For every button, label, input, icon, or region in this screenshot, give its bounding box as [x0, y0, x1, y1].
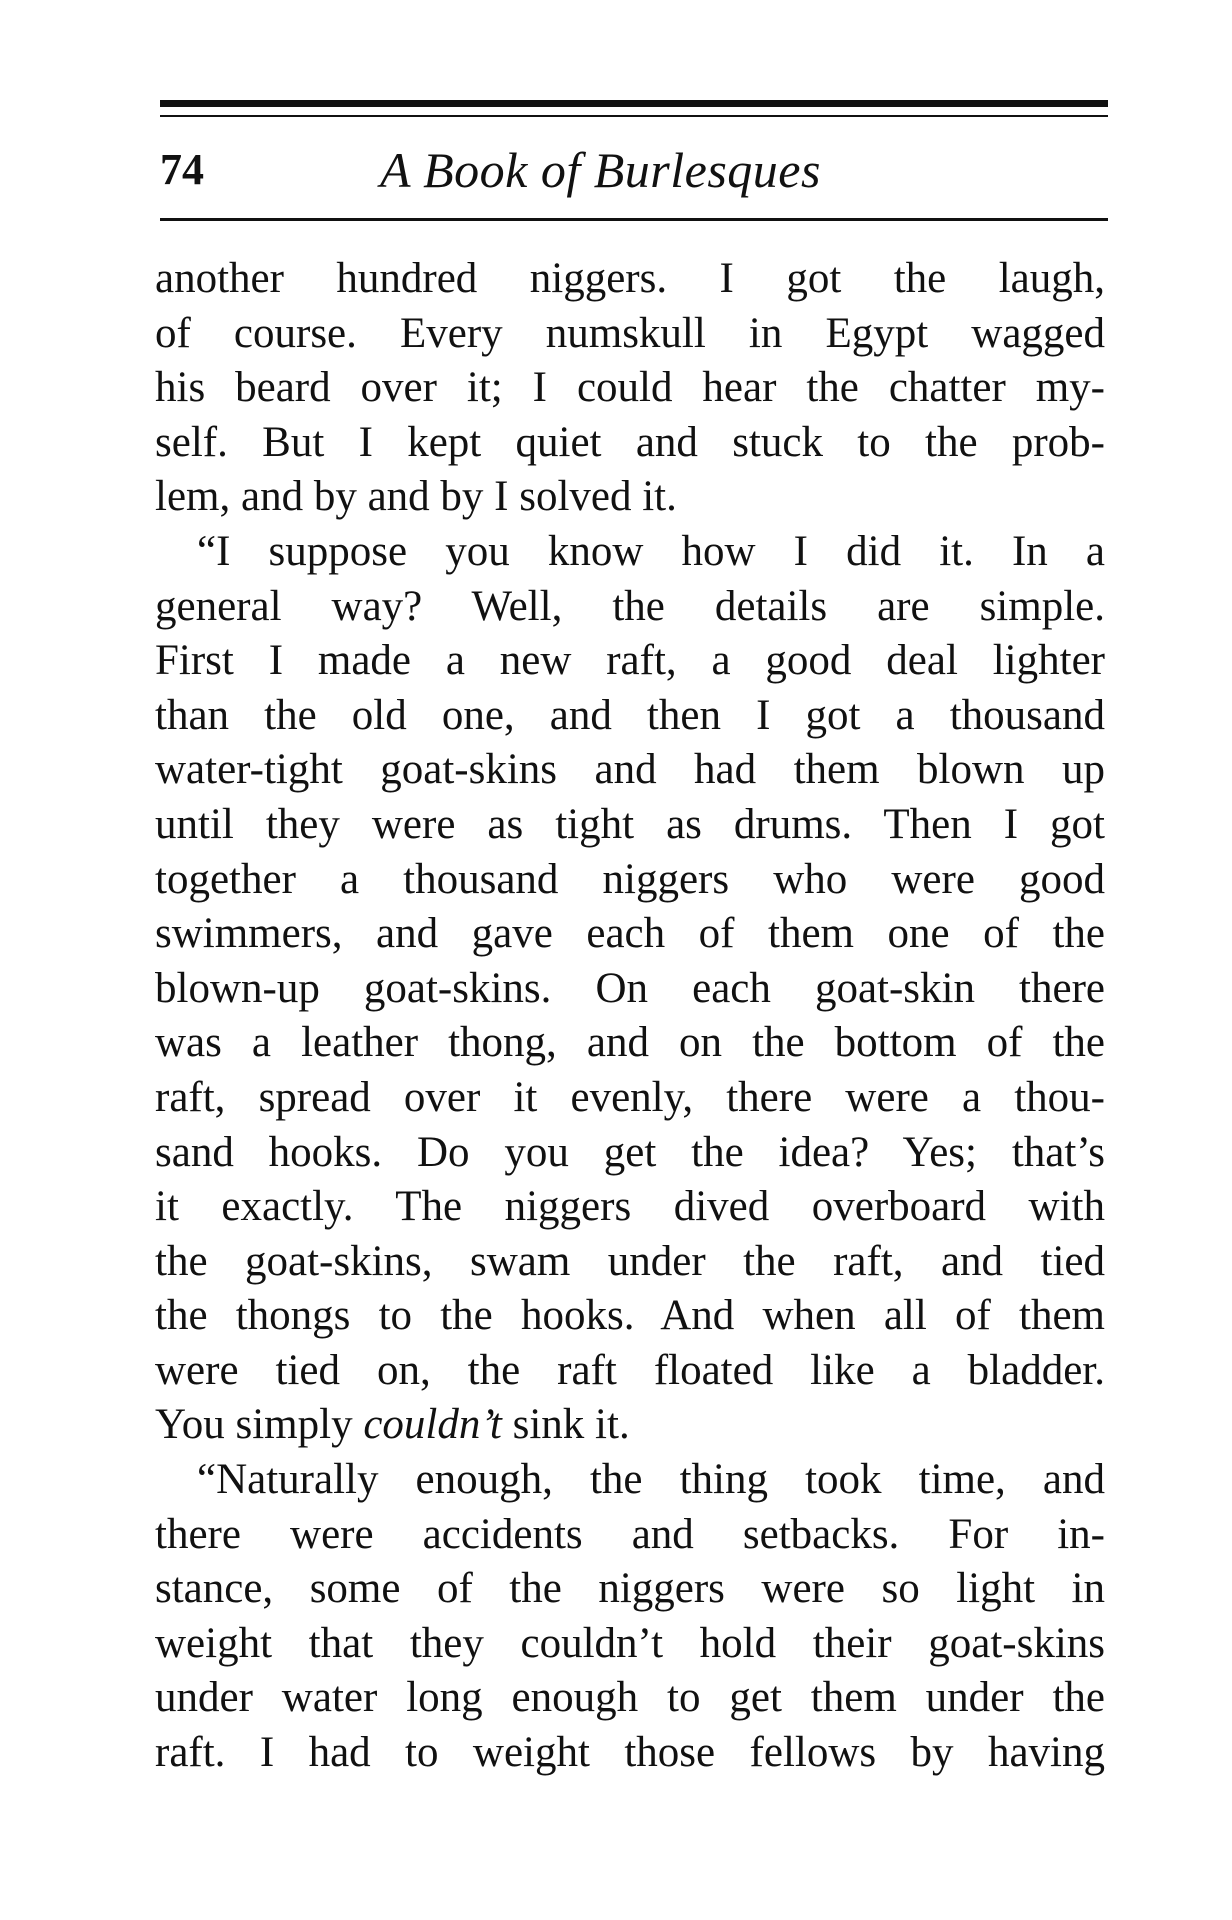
- text-line: there were accidents and setbacks. For in-: [155, 1510, 1105, 1558]
- text-line: First I made a new raft, a good deal lighter: [155, 637, 1105, 685]
- text-segment: sink it.: [501, 1401, 630, 1449]
- text-line: of course. Every numskull in Egypt wagged: [155, 309, 1105, 357]
- text-line: “Naturally enough, the thing took time, and: [197, 1456, 1105, 1504]
- text-line: another hundred niggers. I got the laugh,: [155, 255, 1105, 302]
- text-line: self. But I kept quiet and stuck to the prob-: [155, 418, 1105, 466]
- text-line: his beard over it; I could hear the chatter my-: [155, 364, 1105, 412]
- text-line: were tied on, the raft floated like a bladder.: [155, 1346, 1105, 1394]
- text-line: was a leather thong, and on the bottom of the: [155, 1019, 1105, 1067]
- text-line: sand hooks. Do you get the idea? Yes; that’s: [155, 1128, 1105, 1176]
- text-line: lem, and by and by I solved it.: [155, 473, 677, 521]
- text-line: together a thousand niggers who were good: [155, 855, 1105, 903]
- italic-word: couldn’t: [363, 1401, 502, 1449]
- running-title: A Book of Burlesques: [380, 142, 821, 198]
- text-segment: You simply: [155, 1401, 364, 1449]
- text-line: it exactly. The niggers dived overboard with: [155, 1183, 1105, 1231]
- text-line: until they were as tight as drums. Then I got: [155, 800, 1105, 848]
- text-line: general way? Well, the details are simple.: [155, 582, 1105, 630]
- header-rule-thick: [160, 100, 1108, 107]
- text-line: raft, spread over it evenly, there were a thou-: [155, 1073, 1105, 1121]
- header-rule-bottom: [160, 218, 1108, 221]
- text-line: blown-up goat-skins. On each goat-skin there: [155, 964, 1105, 1012]
- text-line: raft. I had to weight those fellows by having: [155, 1729, 1105, 1777]
- running-header: [160, 140, 1108, 210]
- text-line: weight that they couldn’t hold their goat-skins: [155, 1619, 1105, 1667]
- text-line: stance, some of the niggers were so light in: [155, 1565, 1105, 1613]
- text-line: than the old one, and then I got a thousand: [155, 691, 1105, 739]
- text-line: water-tight goat-skins and had them blown up: [155, 746, 1105, 794]
- page-number: 74: [160, 145, 204, 194]
- text-line: “I suppose you know how I did it. In a: [197, 527, 1105, 575]
- body-text: [155, 252, 1105, 1781]
- text-line-with-italic: [155, 1398, 1105, 1453]
- text-line: swimmers, and gave each of them one of the: [155, 910, 1105, 958]
- text-line: the goat-skins, swam under the raft, and tied: [155, 1237, 1105, 1285]
- header-rule-thin: [160, 115, 1108, 117]
- text-line: the thongs to the hooks. And when all of them: [155, 1292, 1105, 1340]
- text-line: under water long enough to get them under the: [155, 1674, 1105, 1722]
